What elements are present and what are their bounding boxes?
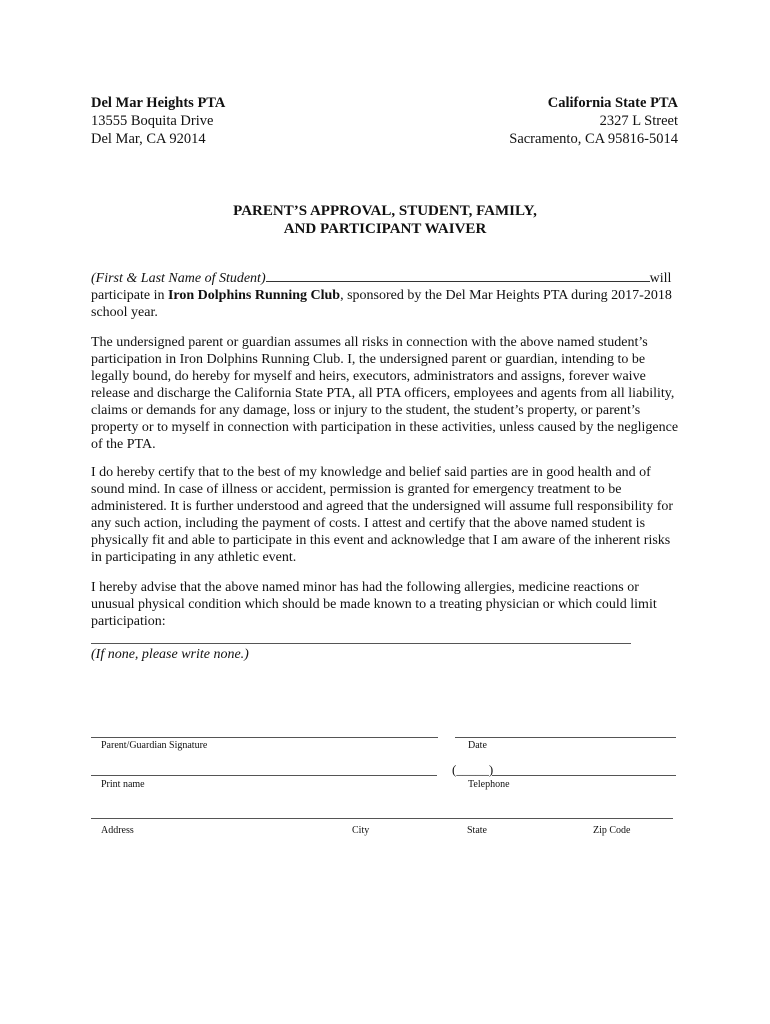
zip-code-label: Zip Code (593, 825, 631, 836)
right-street: 2327 L Street (599, 113, 678, 129)
right-address-block (509, 94, 678, 148)
right-city: Sacramento, CA 95816-5014 (509, 131, 678, 147)
student-name-field[interactable] (266, 269, 650, 282)
title-line-2: AND PARTICIPANT WAIVER (283, 221, 487, 237)
club-name: Iron Dolphins Running Club (167, 288, 341, 303)
allergy-text: I hereby advise that the above named minor has had the following allergies, medicine reactions or unusual physical condition which should be made known to a treating physician or which could limit participation: (91, 580, 657, 629)
health-paragraph (91, 464, 679, 566)
allergy-paragraph (91, 579, 679, 630)
document-title (0, 202, 770, 238)
print-name-field[interactable] (91, 775, 437, 776)
student-name-label: (First & Last Name of Student) (91, 271, 266, 286)
address-field[interactable] (91, 818, 673, 819)
title-line-1: PARENT’S APPROVAL, STUDENT, FAMILY, (233, 203, 537, 219)
left-street: 13555 Boquita Drive (91, 113, 214, 129)
right-org-name: California State PTA (547, 95, 678, 111)
allergy-field[interactable] (91, 643, 631, 644)
left-city: Del Mar, CA 92014 (91, 131, 206, 147)
telephone-area-code: (_____) (452, 762, 494, 777)
signature-field[interactable] (91, 737, 438, 738)
student-paragraph (91, 269, 679, 321)
participate-text: participate in (91, 288, 168, 303)
liability-paragraph (91, 334, 679, 453)
will-text: will (649, 271, 672, 286)
none-note: (If none, please write none.) (91, 647, 249, 662)
left-org-name: Del Mar Heights PTA (91, 95, 226, 111)
state-label: State (467, 825, 487, 836)
telephone-field[interactable] (492, 775, 676, 776)
city-label: City (352, 825, 370, 836)
date-label: Date (468, 740, 487, 751)
liability-text: The undersigned parent or guardian assumes all risks in connection with the above named student’s participation in Iron Dolphins Running Club. I, the undersigned parent or guardian, intending to be legally bound, do hereby for myself and heirs, executors, administrators and assigns, forever waive release and discharge the California State PTA, all PTA officers, employees and agents from all liability, claims or demands for any damage, loss or injury to the student, the student’s property, or parent’s property or to myself in connection with participation in these activities, unless caused by the negligence of the PTA. (91, 335, 679, 452)
address-label: Address (101, 825, 134, 836)
sponsor-text: , sponsored by the Del Mar Heights PTA during 2017-2018 school year. (91, 288, 672, 320)
health-text: I do hereby certify that to the best of my knowledge and belief said parties are in good health and of sound mind. In case of illness or accident, permission is granted for emergency treatment to be administered. It is further understood and agreed that the undersigned will assume full responsibility for any such action, including the payment of costs. I attest and certify that the above named student is physically fit and able to participate in this event and acknowledge that I am aware of the inherent risks in participating in any athletic event. (91, 465, 674, 565)
telephone-label: Telephone (468, 779, 510, 790)
signature-label: Parent/Guardian Signature (101, 740, 208, 751)
print-name-label: Print name (101, 779, 145, 790)
date-field[interactable] (455, 737, 676, 738)
left-address-block (91, 94, 225, 148)
